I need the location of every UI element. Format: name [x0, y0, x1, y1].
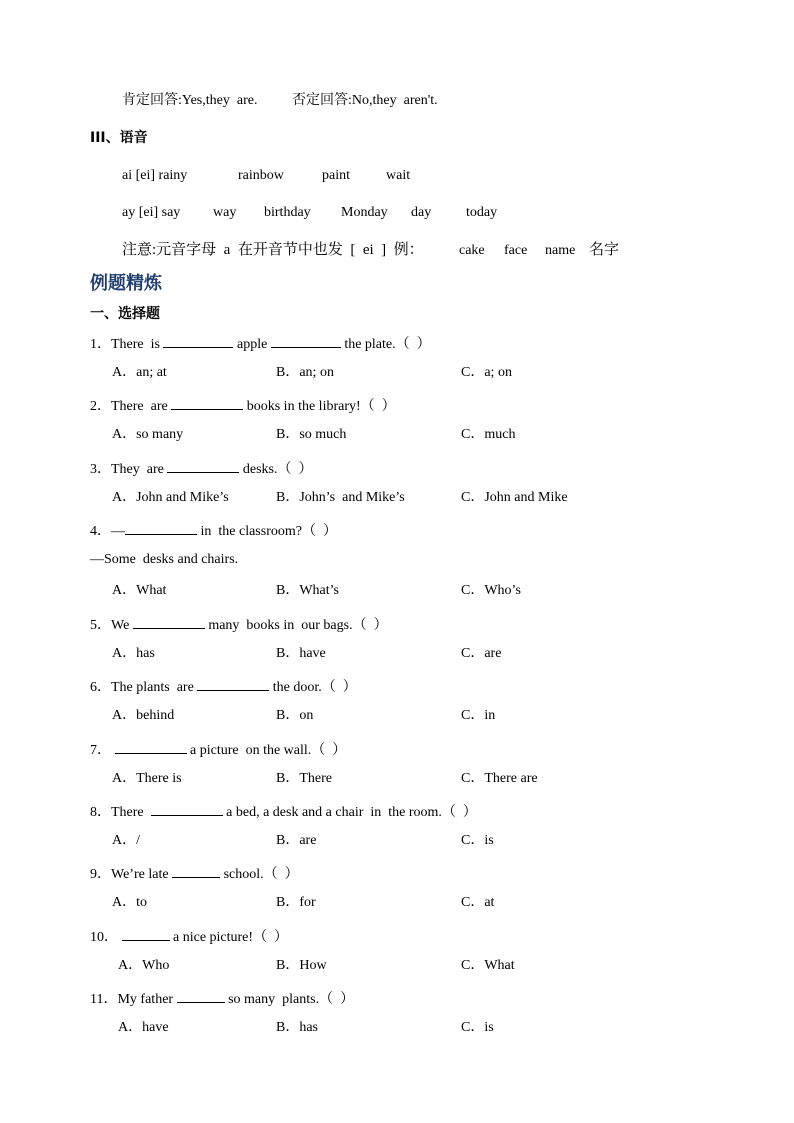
answer-option[interactable]: A．so many	[112, 427, 184, 442]
answer-option[interactable]: C．is	[461, 833, 494, 848]
answer-option[interactable]: A．John and Mike’s	[112, 490, 229, 505]
question-text: a picture on the wall.（ ）	[186, 743, 347, 758]
question-text: desks.（ ）	[239, 462, 313, 477]
question-stem	[90, 863, 299, 884]
question-text: We’re late	[111, 867, 173, 882]
answer-option[interactable]: B．for	[276, 895, 316, 910]
phonics-example: face	[504, 243, 528, 258]
answer-option[interactable]: A．behind	[112, 708, 175, 723]
answer-option[interactable]: C．John and Mike	[461, 490, 568, 505]
question-text: many books in our bags.（ ）	[204, 618, 388, 633]
section-title: 例题精炼	[90, 273, 162, 294]
question-stem	[90, 988, 354, 1009]
question-text: a nice picture!（ ）	[169, 930, 289, 945]
answer-blank[interactable]	[133, 614, 205, 629]
answer-option[interactable]: C．Who’s	[461, 583, 521, 598]
dialogue-reply: —Some desks and chairs.	[90, 552, 239, 567]
answer-blank[interactable]	[115, 739, 187, 754]
question-text: apple	[233, 337, 271, 352]
question-stem	[90, 520, 337, 541]
answer-option[interactable]: C．What	[461, 958, 515, 973]
answer-option[interactable]: C．is	[461, 1020, 494, 1035]
section-subtitle: 一、选择题	[90, 306, 160, 322]
phonics-example: 名字	[589, 242, 620, 258]
question-stem	[90, 333, 431, 354]
answer-blank[interactable]	[167, 458, 239, 473]
answer-option[interactable]: B．There	[276, 771, 332, 786]
answer-option[interactable]: A．There is	[112, 771, 182, 786]
question-number: 10．	[90, 930, 118, 945]
answer-option[interactable]: B．How	[276, 958, 327, 973]
answer-option[interactable]: B．on	[276, 708, 314, 723]
question-stem	[90, 926, 288, 947]
question-stem	[90, 395, 396, 416]
answer-option[interactable]: B．John’s and Mike’s	[276, 490, 405, 505]
question-text: a bed, a desk and a chair in the room.（ ）	[222, 805, 477, 820]
answer-option[interactable]: B．What’s	[276, 583, 339, 598]
question-text: the door.（ ）	[269, 680, 357, 695]
phonics-word: birthday	[264, 205, 311, 220]
answer-option[interactable]: B．has	[276, 1020, 318, 1035]
question-number: 1．	[90, 337, 111, 352]
answer-blank[interactable]	[163, 333, 233, 348]
phonics-example: cake	[459, 243, 485, 258]
question-text: We	[111, 618, 133, 633]
answer-blank[interactable]	[197, 676, 269, 691]
negative-answer: 否定回答:No,they aren't.	[292, 93, 438, 108]
answer-blank[interactable]	[125, 520, 197, 535]
question-number: 11．	[90, 992, 118, 1007]
answer-option[interactable]: A．have	[118, 1020, 169, 1035]
phonics-word: Monday	[341, 205, 388, 220]
question-number: 9．	[90, 867, 111, 882]
question-number: 4．	[90, 524, 111, 539]
question-text: school.（ ）	[220, 867, 299, 882]
phonics-word: way	[213, 205, 237, 220]
answer-option[interactable]: B．an; on	[276, 365, 334, 380]
question-text: My father	[117, 992, 177, 1007]
question-text: the plate.（ ）	[340, 337, 431, 352]
answer-blank[interactable]	[171, 395, 243, 410]
phonics-word: rainbow	[238, 168, 284, 183]
question-text: —	[111, 524, 125, 539]
question-number: 7．	[90, 743, 111, 758]
answer-option[interactable]: C．There are	[461, 771, 538, 786]
question-text: so many plants.（ ）	[224, 992, 355, 1007]
answer-option[interactable]: A．Who	[118, 958, 170, 973]
question-text: There is	[111, 337, 164, 352]
answer-blank[interactable]	[172, 863, 220, 878]
answer-blank[interactable]	[177, 988, 225, 1003]
answer-option[interactable]: A．/	[112, 833, 140, 848]
answer-option[interactable]: C．in	[461, 708, 496, 723]
question-number: 2．	[90, 399, 111, 414]
answer-option[interactable]: A．an; at	[112, 365, 167, 380]
answer-blank[interactable]	[151, 801, 223, 816]
phonics-note: 注意:元音字母 a 在开音节中也发 [ ei ] 例：	[122, 242, 424, 258]
question-stem	[90, 739, 346, 760]
answer-option[interactable]: C．are	[461, 646, 502, 661]
answer-blank[interactable]	[122, 926, 170, 941]
answer-option[interactable]: A．has	[112, 646, 155, 661]
question-text: in the classroom?（ ）	[197, 524, 337, 539]
phonics-word: today	[466, 205, 498, 220]
affirmative-answer: 肯定回答:Yes,they are.	[122, 93, 258, 108]
phonics-word: wait	[386, 168, 411, 183]
answer-option[interactable]: C．a; on	[461, 365, 512, 380]
phonics-title: III、语音	[90, 130, 148, 146]
question-stem	[90, 801, 477, 822]
answer-option[interactable]: B．are	[276, 833, 317, 848]
question-number: 6．	[90, 680, 111, 695]
answer-option[interactable]: B．so much	[276, 427, 347, 442]
answer-option[interactable]: A．to	[112, 895, 147, 910]
question-stem	[90, 676, 357, 697]
phonics-word: paint	[322, 168, 350, 183]
question-text: There are	[111, 399, 172, 414]
answer-option[interactable]: A．What	[112, 583, 167, 598]
question-number: 3．	[90, 462, 111, 477]
phonics-word: day	[411, 205, 432, 220]
answer-option[interactable]: B．have	[276, 646, 326, 661]
phonics-word: ai [ei] rainy	[122, 168, 188, 183]
question-number: 8．	[90, 805, 111, 820]
question-stem	[90, 614, 388, 635]
answer-blank[interactable]	[271, 333, 341, 348]
phonics-example: name	[545, 243, 576, 258]
answer-option[interactable]: C．much	[461, 427, 516, 442]
question-stem	[90, 458, 312, 479]
question-text: books in the library!（ ）	[243, 399, 396, 414]
question-text: There	[111, 805, 151, 820]
question-text: The plants are	[111, 680, 198, 695]
answer-option[interactable]: C．at	[461, 895, 495, 910]
question-text: They are	[111, 462, 168, 477]
phonics-word: ay [ei] say	[122, 205, 181, 220]
question-number: 5．	[90, 618, 111, 633]
